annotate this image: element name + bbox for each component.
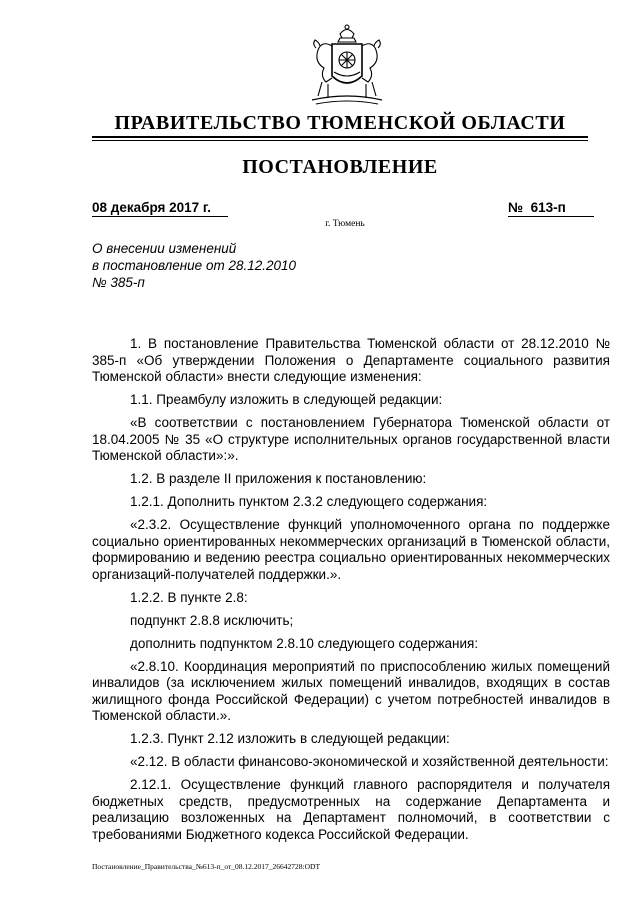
city-label: г. Тюмень	[325, 219, 365, 229]
subject-line: № 385-п	[92, 275, 145, 290]
document-subject	[92, 240, 352, 291]
footer-filename: Постановление_Правительства_№613-п_от_08.12.2017_26642728:ODT	[92, 862, 321, 871]
body-paragraph: «2.8.10. Координация мероприятий по приспособлению жилых помещений инвалидов (за исключением жилых помещений инвалидов, входящих в состав жилищного фонда Российской Федерации) с учетом потребностей инвалидов в Тюменской области.».	[92, 658, 610, 723]
body-paragraph: «2.3.2. Осуществление функций уполномоченного органа по поддержке социально ориентированных некоммерческих организаций в Тюменской области, формированию и ведению реестра социально ориентированных некоммерческих организаций-получателей поддержки.».	[92, 517, 610, 582]
header-rule-thin	[92, 140, 588, 141]
body-paragraph: 1. В постановление Правительства Тюменской области от 28.12.2010 № 385-п «Об утверждении Положения о Департаменте социального развития Тюменской области» внести следующие изменения:	[92, 336, 610, 384]
organization-title: ПРАВИТЕЛЬСТВО ТЮМЕНСКОЙ ОБЛАСТИ	[114, 112, 566, 134]
header-rule-thick	[92, 136, 588, 138]
body-paragraph: 1.2. В разделе II приложения к постановлению:	[130, 471, 427, 486]
document-date: 08 декабря 2017 г.	[92, 200, 228, 217]
body-paragraph: 2.12.1. Осуществление функций главного распорядителя и получателя бюджетных средств, предусмотренных на содержание Департамента и реализацию возложенных на Департамент полномочий, в соответствии с требованиями Бюджетного кодекса Российской Федерации.	[92, 777, 610, 842]
number-value: 613-п	[530, 200, 566, 215]
body-paragraph: «2.12. В области финансово-экономической и хозяйственной деятельности:	[130, 754, 609, 769]
body-paragraph: 1.2.1. Дополнить пунктом 2.3.2 следующего содержания:	[130, 494, 488, 509]
body-paragraph: подпункт 2.8.8 исключить;	[130, 612, 294, 628]
document-number	[508, 200, 594, 217]
body-paragraph: 1.1. Преамбулу изложить в следующей редакции:	[130, 392, 443, 407]
body-paragraph: 1.2.3. Пункт 2.12 изложить в следующей редакции:	[130, 731, 450, 746]
number-prefix: №	[508, 200, 524, 215]
coat-of-arms-icon	[304, 22, 390, 112]
body-paragraph: «В соответствии с постановлением Губернатора Тюменской области от 18.04.2005 № 35 «О структуре исполнительных органов государственной власти Тюменской области»:».	[92, 415, 610, 463]
document-type-title: ПОСТАНОВЛЕНИЕ	[242, 156, 438, 178]
body-paragraph: 1.2.2. В пункте 2.8:	[130, 589, 248, 605]
subject-line: О внесении изменений	[92, 241, 237, 256]
body-paragraph: дополнить подпунктом 2.8.10 следующего содержания:	[130, 635, 479, 651]
subject-line: в постановление от 28.12.2010	[92, 258, 297, 273]
document-body	[92, 336, 610, 850]
